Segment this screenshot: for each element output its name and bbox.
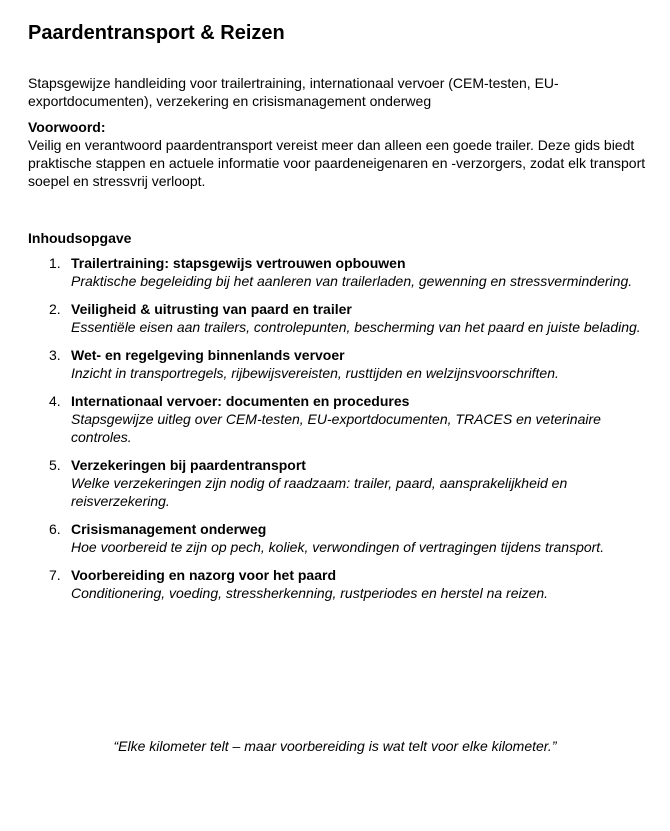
toc-item-title: Trailertraining: stapsgewijs vertrouwen opbouwen [71, 255, 406, 271]
closing-quote: “Elke kilometer telt – maar voorbereiding is wat telt voor elke kilometer.” [113, 738, 557, 754]
toc-item [28, 456, 650, 510]
subtitle: Stapsgewijze handleiding voor trailertraining, internationaal vervoer (CEM-testen, EU-exportdocumenten), verzekering en crisismanagement onderweg [28, 75, 559, 109]
toc-item-title: Crisismanagement onderweg [71, 521, 267, 537]
toc-item [28, 254, 650, 290]
toc-item-description: Hoe voorbereid te zijn op pech, koliek, verwondingen of vertragingen tijdens transport. [71, 539, 605, 555]
toc-item-number: 1. [49, 255, 61, 271]
toc-item [28, 520, 650, 556]
toc-item [28, 346, 650, 382]
toc-list [28, 254, 650, 612]
toc-item-description: Conditionering, voeding, stressherkenning, rustperiodes en herstel na reizen. [71, 585, 549, 601]
toc-item-description: Welke verzekeringen zijn nodig of raadzaam: trailer, paard, aansprakelijkheid en reisverzekering. [71, 475, 568, 509]
toc-item-number: 4. [49, 393, 61, 409]
toc-item-description: Stapsgewijze uitleg over CEM-testen, EU-exportdocumenten, TRACES en veterinaire controles. [71, 411, 601, 445]
toc-item-description: Praktische begeleiding bij het aanleren van trailerladen, gewenning en stressvermindering. [71, 273, 633, 289]
foreword-label: Voorwoord: [28, 119, 106, 135]
toc-item-number: 2. [49, 301, 61, 317]
toc-item-number: 7. [49, 567, 61, 583]
toc-item-number: 3. [49, 347, 61, 363]
foreword-body: Veilig en verantwoord paardentransport vereist meer dan alleen een goede trailer. Deze gids biedt praktische stappen en actuele informatie voor paardeneigenaren en -verzorgers, zodat elk transport soepel en stressvrij verloopt. [28, 137, 646, 189]
toc-item [28, 300, 650, 336]
toc-item-description: Essentiële eisen aan trailers, controlepunten, bescherming van het paard en juiste belading. [71, 319, 641, 335]
toc-item-title: Verzekeringen bij paardentransport [71, 457, 306, 473]
toc-item-number: 6. [49, 521, 61, 537]
page-title: Paardentransport & Reizen [28, 22, 285, 44]
toc-item [28, 566, 650, 602]
toc-item-title: Veiligheid & uitrusting van paard en trailer [71, 301, 352, 317]
toc-heading: Inhoudsopgave [28, 230, 132, 246]
toc-item-description: Inzicht in transportregels, rijbewijsvereisten, rusttijden en welzijnsvoorschriften. [71, 365, 559, 381]
toc-item-title: Voorbereiding en nazorg voor het paard [71, 567, 336, 583]
toc-item [28, 392, 650, 446]
toc-item-number: 5. [49, 457, 61, 473]
toc-item-title: Internationaal vervoer: documenten en procedures [71, 393, 410, 409]
toc-item-title: Wet- en regelgeving binnenlands vervoer [71, 347, 345, 363]
